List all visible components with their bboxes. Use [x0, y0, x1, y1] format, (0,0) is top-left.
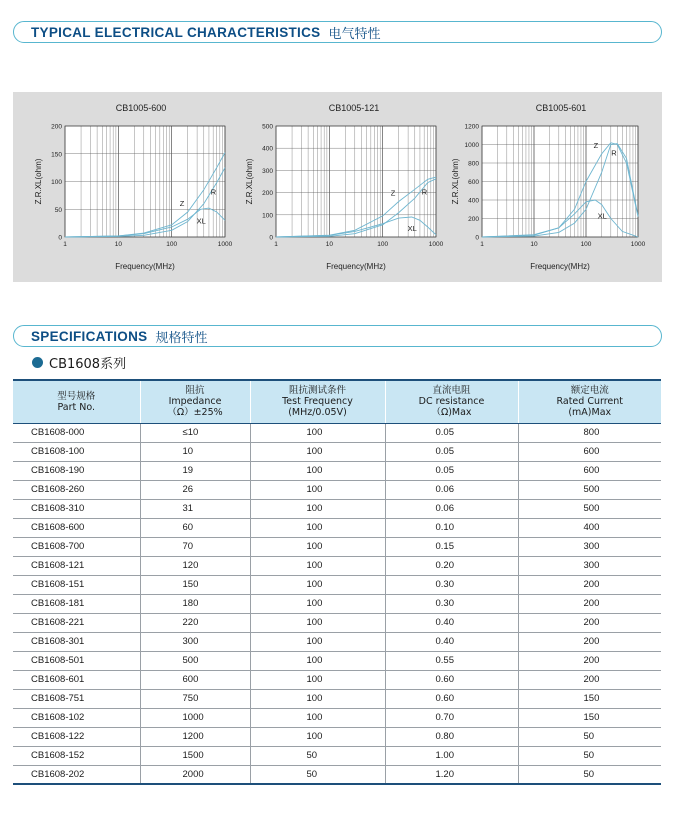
series-label-xl: XL [597, 211, 607, 221]
table-row [13, 575, 661, 594]
y-tick-label: 150 [51, 151, 62, 159]
series-label-r: R [421, 187, 428, 197]
y-tick-label: 1000 [464, 142, 479, 149]
cell-part-no: CB1608-181 [13, 594, 140, 613]
table-row [13, 518, 661, 537]
y-tick-label: 0 [269, 234, 273, 242]
series-label-z: Z [593, 140, 599, 150]
table-row [13, 746, 661, 765]
header-dc-resistance-en: DC resistance [418, 396, 485, 408]
y-tick-label: 500 [262, 123, 273, 131]
cell-impedance: 500 [140, 651, 250, 670]
cell-part-no: CB1608-301 [13, 632, 140, 651]
cell-impedance: 150 [140, 575, 250, 594]
cell-dc-resistance: 0.06 [385, 480, 518, 499]
cell-part-no: CB1608-601 [13, 670, 140, 689]
cell-test-frequency: 100 [250, 708, 385, 727]
cell-test-frequency: 100 [250, 499, 385, 518]
header-part-no [13, 380, 140, 423]
y-tick-label: 100 [51, 179, 62, 186]
cell-impedance: 300 [140, 632, 250, 651]
y-tick-label: 400 [468, 197, 479, 205]
table-row [13, 708, 661, 727]
series-label-r: R [210, 187, 217, 197]
cell-part-no: CB1608-121 [13, 556, 140, 575]
cell-test-frequency: 100 [250, 461, 385, 480]
cell-impedance: ≤10 [140, 423, 250, 442]
cell-part-no: CB1608-310 [13, 499, 140, 518]
cell-dc-resistance: 0.60 [385, 689, 518, 708]
header-rated-current-zh: 额定电流 [570, 385, 609, 397]
cell-dc-resistance: 0.06 [385, 499, 518, 518]
cell-rated-current: 300 [518, 556, 661, 575]
x-tick-label: 1 [480, 241, 484, 248]
y-axis-label: Z.R.XL(ohm) [451, 158, 460, 205]
header-dc-resistance [385, 380, 518, 423]
bullet-dot-icon [32, 357, 43, 368]
cell-part-no: CB1608-202 [13, 765, 140, 784]
cell-rated-current: 200 [518, 613, 661, 632]
y-tick-label: 0 [475, 234, 479, 242]
table-row [13, 651, 661, 670]
cell-rated-current: 150 [518, 708, 661, 727]
cell-part-no: CB1608-600 [13, 518, 140, 537]
cell-test-frequency: 50 [250, 765, 385, 784]
x-tick-label: 1000 [630, 241, 646, 248]
x-tick-label: 1 [274, 241, 278, 248]
cell-dc-resistance: 0.30 [385, 575, 518, 594]
header-part-no-zh: 型号规格 [57, 390, 96, 402]
specifications-table [13, 379, 661, 785]
cell-test-frequency: 100 [250, 480, 385, 499]
x-tick-label: 1000 [428, 241, 444, 248]
x-tick-label: 10 [325, 241, 333, 248]
header-rated-current [518, 380, 661, 423]
cell-rated-current: 800 [518, 423, 661, 442]
y-tick-label: 200 [262, 190, 273, 198]
x-axis-label: Frequency(MHz) [326, 262, 386, 271]
cell-rated-current: 200 [518, 594, 661, 613]
cell-part-no: CB1608-152 [13, 746, 140, 765]
cell-test-frequency: 100 [250, 727, 385, 746]
cell-rated-current: 200 [518, 670, 661, 689]
cell-part-no: CB1608-151 [13, 575, 140, 594]
cell-rated-current: 50 [518, 765, 661, 784]
header-dc-resistance-zh: 直流电阻 [432, 385, 471, 397]
cell-part-no: CB1608-102 [13, 708, 140, 727]
table-row [13, 727, 661, 746]
cell-part-no: CB1608-100 [13, 442, 140, 461]
cell-part-no: CB1608-190 [13, 461, 140, 480]
section-header-specifications [13, 325, 662, 347]
chart-title: CB1005-121 [328, 103, 380, 113]
cell-dc-resistance: 1.00 [385, 746, 518, 765]
header-impedance-zh: 阻抗 [185, 385, 205, 397]
table-row [13, 461, 661, 480]
cell-test-frequency: 100 [250, 518, 385, 537]
header-test-frequency [250, 380, 385, 423]
table-row [13, 480, 661, 499]
cell-test-frequency: 100 [250, 594, 385, 613]
x-axis-label: Frequency(MHz) [115, 262, 175, 271]
cell-test-frequency: 50 [250, 746, 385, 765]
x-tick-label: 10 [530, 241, 538, 248]
cell-test-frequency: 100 [250, 423, 385, 442]
header-impedance [140, 380, 250, 423]
table-body [13, 423, 661, 784]
table-row [13, 442, 661, 461]
cell-impedance: 600 [140, 670, 250, 689]
y-tick-label: 50 [54, 206, 62, 214]
table-row [13, 765, 661, 784]
cell-test-frequency: 100 [250, 537, 385, 556]
table-row [13, 537, 661, 556]
series-heading-label: CB1608系列 [49, 357, 127, 372]
cell-dc-resistance: 0.30 [385, 594, 518, 613]
cell-dc-resistance: 1.20 [385, 765, 518, 784]
series-label-xl: XL [196, 216, 206, 226]
section-title-zh: 电气特性 [328, 26, 381, 42]
cell-impedance: 19 [140, 461, 250, 480]
y-tick-label: 400 [262, 145, 273, 153]
cell-rated-current: 500 [518, 480, 661, 499]
y-tick-label: 0 [58, 234, 62, 242]
section-title-en: TYPICAL ELECTRICAL CHARACTERISTICS [31, 24, 321, 40]
cell-test-frequency: 100 [250, 670, 385, 689]
cell-impedance: 120 [140, 556, 250, 575]
chart-title: CB1005-601 [535, 103, 587, 113]
y-tick-label: 200 [51, 123, 62, 131]
header-rated-current-en: Rated Current [556, 396, 623, 408]
cell-impedance: 180 [140, 594, 250, 613]
cell-test-frequency: 100 [250, 632, 385, 651]
cell-dc-resistance: 0.05 [385, 442, 518, 461]
cell-dc-resistance: 0.20 [385, 556, 518, 575]
cell-impedance: 220 [140, 613, 250, 632]
cell-dc-resistance: 0.40 [385, 613, 518, 632]
cell-impedance: 26 [140, 480, 250, 499]
cell-dc-resistance: 0.05 [385, 423, 518, 442]
x-axis-label: Frequency(MHz) [530, 262, 590, 271]
x-tick-label: 10 [114, 241, 122, 248]
cell-test-frequency: 100 [250, 556, 385, 575]
x-tick-label: 100 [377, 241, 389, 248]
cell-rated-current: 200 [518, 651, 661, 670]
y-tick-label: 300 [262, 167, 273, 175]
table-row [13, 556, 661, 575]
section-header-electrical [13, 21, 662, 43]
cell-part-no: CB1608-700 [13, 537, 140, 556]
cell-impedance: 60 [140, 518, 250, 537]
header-test-frequency-extra: (MHz/0.05V) [288, 407, 347, 419]
cell-test-frequency: 100 [250, 651, 385, 670]
series-label-xl: XL [407, 224, 417, 234]
cell-impedance: 1200 [140, 727, 250, 746]
series-label-r: R [611, 148, 617, 158]
cell-dc-resistance: 0.55 [385, 651, 518, 670]
y-axis-label: Z.R.XL(ohm) [245, 158, 254, 205]
table-row [13, 594, 661, 613]
x-tick-label: 100 [580, 241, 592, 248]
cell-rated-current: 200 [518, 575, 661, 594]
x-tick-label: 1 [63, 241, 67, 248]
cell-test-frequency: 100 [250, 442, 385, 461]
header-test-frequency-en: Test Frequency [282, 396, 353, 408]
cell-dc-resistance: 0.10 [385, 518, 518, 537]
cell-dc-resistance: 0.70 [385, 708, 518, 727]
cell-impedance: 1500 [140, 746, 250, 765]
section-title-en: SPECIFICATIONS [31, 328, 148, 344]
cell-dc-resistance: 0.60 [385, 670, 518, 689]
cell-impedance: 10 [140, 442, 250, 461]
table-row [13, 499, 661, 518]
cell-part-no: CB1608-501 [13, 651, 140, 670]
cell-rated-current: 600 [518, 461, 661, 480]
cell-part-no: CB1608-221 [13, 613, 140, 632]
series-label-z: Z [179, 199, 185, 209]
y-tick-label: 600 [468, 179, 479, 186]
cell-part-no: CB1608-260 [13, 480, 140, 499]
table-row [13, 613, 661, 632]
cell-rated-current: 500 [518, 499, 661, 518]
x-tick-label: 100 [166, 241, 178, 248]
cell-test-frequency: 100 [250, 575, 385, 594]
header-part-no-en: Part No. [57, 401, 96, 413]
x-tick-label: 1000 [217, 241, 233, 248]
table-row [13, 670, 661, 689]
table-row [13, 689, 661, 708]
cell-rated-current: 150 [518, 689, 661, 708]
table-row [13, 423, 661, 442]
cell-rated-current: 50 [518, 746, 661, 765]
y-axis-label: Z.R.XL(ohm) [34, 158, 43, 205]
y-tick-label: 200 [468, 216, 479, 223]
series-heading [32, 353, 126, 372]
cell-impedance: 70 [140, 537, 250, 556]
table-header-row [13, 380, 661, 423]
cell-test-frequency: 100 [250, 613, 385, 632]
chart-title: CB1005-600 [115, 103, 167, 113]
cell-dc-resistance: 0.05 [385, 461, 518, 480]
cell-test-frequency: 100 [250, 689, 385, 708]
charts-svg [13, 92, 662, 282]
cell-rated-current: 300 [518, 537, 661, 556]
header-impedance-en: Impedance [168, 396, 222, 408]
y-tick-label: 800 [468, 160, 479, 168]
cell-dc-resistance: 0.80 [385, 727, 518, 746]
header-test-frequency-zh: 阻抗测试条件 [288, 385, 346, 397]
cell-rated-current: 400 [518, 518, 661, 537]
cell-dc-resistance: 0.40 [385, 632, 518, 651]
plot-area [276, 126, 436, 237]
y-tick-label: 1200 [464, 123, 479, 131]
cell-rated-current: 50 [518, 727, 661, 746]
header-impedance-extra: （Ω）±25% [167, 407, 223, 419]
cell-rated-current: 600 [518, 442, 661, 461]
cell-dc-resistance: 0.15 [385, 537, 518, 556]
cell-impedance: 2000 [140, 765, 250, 784]
cell-impedance: 750 [140, 689, 250, 708]
cell-impedance: 31 [140, 499, 250, 518]
cell-rated-current: 200 [518, 632, 661, 651]
header-dc-resistance-extra: （Ω)Max [431, 407, 472, 419]
cell-part-no: CB1608-000 [13, 423, 140, 442]
section-title-zh: 规格特性 [155, 330, 208, 346]
table-row [13, 632, 661, 651]
series-label-z: Z [390, 188, 396, 198]
charts-panel [13, 92, 662, 282]
cell-impedance: 1000 [140, 708, 250, 727]
header-rated-current-extra: (mA)Max [568, 407, 612, 419]
y-tick-label: 100 [262, 212, 273, 220]
cell-part-no: CB1608-122 [13, 727, 140, 746]
cell-part-no: CB1608-751 [13, 689, 140, 708]
